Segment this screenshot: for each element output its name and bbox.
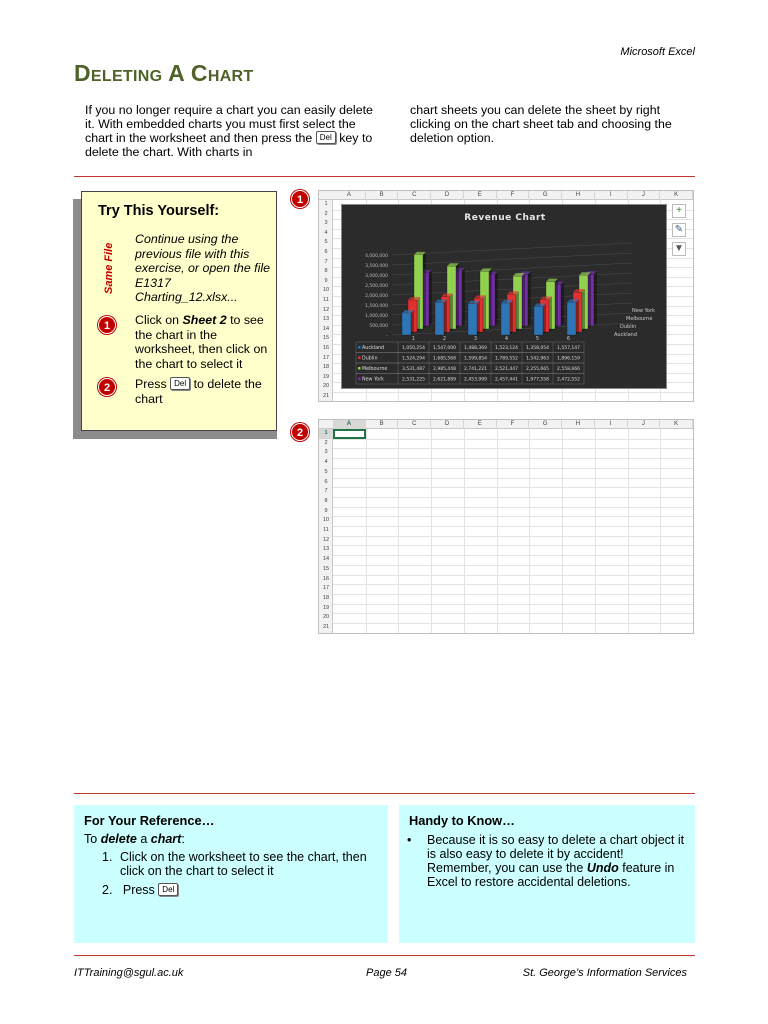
bar-side <box>456 263 459 329</box>
row-header[interactable]: 10 <box>322 517 330 524</box>
table-series-label: New York <box>362 377 384 383</box>
grid-line <box>333 623 693 624</box>
table-value: 1,488,369 <box>464 346 487 351</box>
row-header[interactable]: 6 <box>324 478 328 485</box>
chart-title: Revenue Chart <box>464 213 546 223</box>
bar-side <box>561 281 564 326</box>
table-value: 1,685,568 <box>433 356 456 362</box>
y-tick-label: - <box>386 334 388 339</box>
row-header[interactable]: 1 <box>319 429 333 439</box>
step-1-part-a: Click on <box>135 313 180 327</box>
column-header[interactable]: K <box>660 191 693 200</box>
page-title: Deleting A Chart <box>74 60 254 86</box>
table-value: 2,621,889 <box>433 377 456 383</box>
table-series-label: Dublin <box>362 356 378 362</box>
grid-line <box>595 429 596 633</box>
grid-line <box>693 200 694 401</box>
column-header[interactable]: D <box>431 191 464 200</box>
row-header[interactable]: 9 <box>324 277 328 284</box>
grid-line <box>333 448 693 449</box>
column-header[interactable]: H <box>562 420 595 429</box>
grid-line <box>333 555 693 556</box>
legend-key <box>358 367 361 370</box>
table-value: 1,542,963 <box>526 356 549 362</box>
grid-line <box>333 536 693 537</box>
worksheet-with-chart <box>318 190 694 402</box>
bar-side <box>588 272 591 329</box>
row-header[interactable]: 19 <box>322 604 330 611</box>
row-header[interactable]: 13 <box>322 316 330 323</box>
table-value: 1,358,054 <box>526 346 549 351</box>
divider-top <box>74 176 695 177</box>
chart-svg <box>342 205 668 390</box>
item-1-num: 1. <box>102 850 113 864</box>
divider-bottom-top <box>74 793 695 794</box>
grid-line <box>497 429 498 633</box>
handy-title: Handy to Know… <box>409 813 515 828</box>
grid-line <box>333 392 693 393</box>
y-tick-label: 3,000,000 <box>365 274 388 279</box>
y-tick-label: 1,000,000 <box>365 314 388 319</box>
grid-line <box>333 439 693 440</box>
chart-styles-icon[interactable]: ✎ <box>672 223 686 237</box>
row-header[interactable]: 21 <box>322 624 330 630</box>
legend-key <box>358 346 361 349</box>
column-header[interactable]: I <box>595 191 628 200</box>
row-header[interactable]: 19 <box>322 373 330 380</box>
handy-text-a: Because it is so easy to delete a chart object it is also easy to delete it by accident! Remember, you can use the <box>427 833 685 875</box>
category-label: 1 <box>411 336 416 342</box>
grid-line <box>333 565 693 566</box>
bar-side <box>450 294 453 332</box>
running-header: Microsoft Excel <box>620 46 695 58</box>
step-1-part-b: to see the chart in the worksheet, then click on the chart to select it <box>135 313 268 371</box>
column-header[interactable]: D <box>431 420 464 429</box>
row-header[interactable]: 20 <box>322 383 330 390</box>
bar-side <box>444 300 447 335</box>
reference-box <box>74 805 388 943</box>
bar-side <box>477 301 480 335</box>
row-header[interactable]: 7 <box>324 488 328 495</box>
row-header[interactable]: 11 <box>323 527 329 533</box>
lead-delete: delete <box>100 832 137 846</box>
depth-label: New York <box>632 308 655 314</box>
grid-line <box>464 429 465 633</box>
grid-line <box>333 594 693 595</box>
table-value: 1,524,294 <box>402 356 425 362</box>
reference-item-1 <box>102 850 382 878</box>
intro-text-a: If you no longer require a chart you can easily delete it. With embedded charts you must first select the chart in the worksheet and then press the <box>85 103 373 145</box>
row-header[interactable]: 8 <box>324 268 328 275</box>
category-label: 2 <box>442 336 447 342</box>
selected-cell-a1[interactable] <box>333 429 366 439</box>
reference-lead <box>84 832 185 846</box>
grid-line <box>333 478 693 479</box>
table-value: 1,896,159 <box>557 356 580 362</box>
step-2-badge: 2 <box>98 378 116 396</box>
del-key-icon: Del <box>158 883 178 896</box>
grid-line <box>333 575 693 576</box>
row-header[interactable]: 5 <box>324 468 328 475</box>
category-label: 3 <box>473 336 478 342</box>
column-header[interactable]: C <box>398 420 431 429</box>
grid-line <box>333 458 693 459</box>
grid-line <box>333 613 693 614</box>
bar-side <box>495 271 498 326</box>
row-header[interactable]: 15 <box>322 565 330 572</box>
step-2-text <box>135 377 273 406</box>
add-chart-element-icon[interactable]: + <box>672 204 686 218</box>
bar-auckland <box>468 304 477 335</box>
lead-to: To <box>84 832 98 846</box>
row-header[interactable]: 15 <box>322 335 330 342</box>
step-2-part-a: Press <box>135 377 167 391</box>
table-value: 2,531,225 <box>402 377 425 383</box>
depth-label: Dublin <box>620 324 637 330</box>
row-header[interactable]: 13 <box>322 546 330 553</box>
bar-side <box>516 291 519 332</box>
handy-text <box>407 833 687 889</box>
footer-org: St. George’s Information Services <box>522 967 687 979</box>
row-header[interactable]: 16 <box>322 575 330 582</box>
row-header[interactable]: 21 <box>322 393 330 399</box>
item-2-text: Press <box>122 883 155 897</box>
bar-auckland <box>534 306 543 335</box>
bar-side <box>510 300 513 335</box>
category-label: 6 <box>566 336 571 342</box>
bar-auckland <box>501 303 510 335</box>
row-header[interactable]: 14 <box>322 325 330 332</box>
revenue-chart[interactable] <box>341 204 667 389</box>
row-header[interactable]: 10 <box>322 287 330 294</box>
step-1-sheet-name: Sheet 2 <box>182 313 227 327</box>
column-header[interactable]: B <box>366 191 399 200</box>
bar-side <box>411 310 414 335</box>
category-label: 5 <box>535 336 540 342</box>
row-header[interactable]: 12 <box>322 536 330 543</box>
depth-label: Melbourne <box>626 316 653 322</box>
try-intro: Continue using the previous file with this exercise, or open the file E1317 Charting_12.xlsx... <box>135 232 270 304</box>
column-header[interactable]: G <box>529 191 562 200</box>
intro-column-2: chart sheets you can delete the sheet by right clicking on the chart sheet tab and choosing the deletion option. <box>410 103 672 145</box>
grid-line <box>333 526 693 527</box>
del-key-icon: Del <box>170 377 190 390</box>
grid-line <box>333 633 693 634</box>
column-header[interactable]: F <box>497 420 530 429</box>
grid-line <box>628 429 629 633</box>
depth-label: Auckland <box>614 332 638 338</box>
grid-line <box>333 516 693 517</box>
column-header[interactable]: J <box>628 191 661 200</box>
same-file-label: Same File <box>103 242 115 294</box>
column-header[interactable]: A <box>333 420 366 429</box>
row-header[interactable]: 4 <box>324 459 328 466</box>
column-header[interactable]: H <box>562 191 595 200</box>
row-header[interactable]: 3 <box>324 449 328 456</box>
grid-line <box>333 604 693 605</box>
lead-colon: : <box>181 832 185 846</box>
intro-column-1 <box>85 103 375 159</box>
table-value: 2,255,665 <box>526 367 549 372</box>
grid-line <box>562 429 563 633</box>
row-header[interactable]: 6 <box>324 249 328 255</box>
table-value: 1,547,000 <box>433 346 456 351</box>
row-header[interactable]: 18 <box>322 364 330 371</box>
row-header[interactable]: 17 <box>322 354 330 361</box>
screenshot-1-badge: 1 <box>291 190 309 208</box>
bar-side <box>543 303 546 335</box>
row-header[interactable]: 16 <box>322 345 330 351</box>
grid-line <box>333 545 693 546</box>
y-tick-label: 500,000 <box>369 324 388 329</box>
try-this-yourself-box <box>81 191 277 431</box>
divider-bottom <box>74 955 695 956</box>
column-header[interactable]: C <box>398 191 431 200</box>
item-2-num: 2. <box>102 883 113 897</box>
table-value: 1,977,558 <box>526 377 549 383</box>
bar-side <box>522 273 525 329</box>
table-value: 2,457,441 <box>495 377 518 383</box>
row-header[interactable]: 2 <box>324 210 328 217</box>
reference-item-2 <box>102 883 178 897</box>
table-value: 2,558,666 <box>557 367 580 372</box>
bar-side <box>582 289 585 332</box>
row-header[interactable]: 17 <box>322 585 330 592</box>
y-tick-label: 3,500,000 <box>365 264 388 269</box>
column-header[interactable]: E <box>464 191 497 200</box>
bar-side <box>417 297 420 332</box>
bar-side <box>576 299 579 335</box>
row-header[interactable]: 4 <box>324 229 328 236</box>
row-header[interactable]: 8 <box>324 497 328 504</box>
column-header[interactable]: G <box>529 420 562 429</box>
footer-page: Page 54 <box>366 967 407 979</box>
y-tick-label: 1,500,000 <box>365 304 388 309</box>
row-header[interactable]: 18 <box>322 594 330 601</box>
row-header[interactable]: 1 <box>324 201 328 207</box>
grid-line <box>333 497 693 498</box>
step-2-part-b: to delete the chart <box>135 377 262 406</box>
handy-to-know-box <box>399 805 695 943</box>
legend-key <box>358 378 361 381</box>
table-value: 1,599,854 <box>464 356 487 362</box>
bar-side <box>429 270 432 326</box>
table-series-label: Auckland <box>362 346 385 351</box>
legend-key <box>358 357 361 360</box>
grid-line <box>660 429 661 633</box>
bar-side <box>555 279 558 329</box>
table-series-label: Melbourne <box>362 367 388 372</box>
bar-side <box>594 271 597 326</box>
gridline <box>392 243 632 255</box>
item-1-text: Click on the worksheet to see the chart, then click on the chart to select it <box>120 850 367 878</box>
grid-line <box>366 429 367 633</box>
intro-text-b: key to delete the chart. With charts in <box>85 131 373 159</box>
bar-auckland <box>402 313 411 335</box>
table-value: 1,789,552 <box>495 356 518 362</box>
bar-side <box>423 252 426 329</box>
column-header[interactable]: E <box>464 420 497 429</box>
lead-chart: chart <box>150 832 182 846</box>
y-tick-label: 4,000,000 <box>365 254 388 259</box>
row-header[interactable]: 5 <box>324 239 328 246</box>
table-value: 2,521,447 <box>495 367 518 372</box>
table-value: 1,050,254 <box>402 346 425 351</box>
column-header[interactable]: K <box>660 420 693 429</box>
column-header[interactable]: J <box>628 420 661 429</box>
worksheet-chart-deleted <box>318 419 694 634</box>
row-header[interactable]: 20 <box>322 614 330 621</box>
bar-side <box>528 271 531 326</box>
bar-side <box>489 268 492 329</box>
bar-side <box>462 268 465 326</box>
bar-side <box>549 297 552 332</box>
footer-email: ITTraining@sgul.ac.uk <box>74 967 184 979</box>
grid-line <box>333 468 693 469</box>
row-header[interactable]: 7 <box>324 258 328 265</box>
lead-a: a <box>140 832 148 846</box>
table-value: 1,523,124 <box>495 346 518 351</box>
grid-line <box>398 429 399 633</box>
bullet-icon: • <box>407 833 412 847</box>
table-value: 2,741,221 <box>464 367 487 372</box>
bar-auckland <box>435 303 444 335</box>
step-1-text <box>135 313 273 371</box>
row-header[interactable]: 11 <box>323 297 329 303</box>
column-header[interactable]: F <box>497 191 530 200</box>
reference-title: For Your Reference… <box>84 813 215 828</box>
bar-side <box>483 295 486 332</box>
table-value: 2,453,999 <box>464 377 487 383</box>
grid-line <box>693 429 694 633</box>
table-value: 2,985,448 <box>433 367 456 372</box>
category-label: 4 <box>504 336 509 342</box>
handy-undo: Undo <box>586 861 619 875</box>
grid-line <box>333 584 693 585</box>
screenshot-2-badge: 2 <box>291 423 309 441</box>
bar-auckland <box>567 302 576 335</box>
del-key-icon: Del <box>316 131 336 144</box>
y-tick-label: 2,000,000 <box>365 294 388 299</box>
grid-line <box>431 429 432 633</box>
column-header[interactable]: B <box>366 420 399 429</box>
row-header[interactable]: 2 <box>324 439 328 446</box>
step-1-badge: 1 <box>98 316 116 334</box>
row-header[interactable]: 9 <box>324 507 328 514</box>
handy-text-b: feature in Excel to restore accidental deletions. <box>427 861 675 889</box>
column-header[interactable]: A <box>333 191 366 200</box>
chart-filter-icon[interactable]: ▼ <box>672 242 686 256</box>
grid-line <box>529 429 530 633</box>
row-header[interactable]: 3 <box>324 220 328 227</box>
column-header[interactable]: I <box>595 420 628 429</box>
table-value: 1,557,147 <box>557 346 580 351</box>
try-title: Try This Yourself: <box>98 203 220 219</box>
handy-bullet-item <box>407 833 687 889</box>
grid-line <box>333 507 693 508</box>
grid-line <box>333 487 693 488</box>
row-header[interactable]: 12 <box>322 306 330 313</box>
gridline <box>392 253 632 265</box>
y-tick-label: 2,500,000 <box>365 284 388 289</box>
table-value: 2,472,552 <box>557 377 580 383</box>
table-value: 3,531,487 <box>402 367 425 372</box>
row-header[interactable]: 14 <box>322 556 330 563</box>
